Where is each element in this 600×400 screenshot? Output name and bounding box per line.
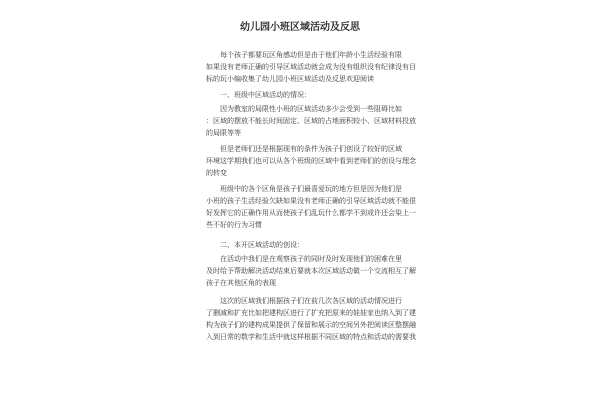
- section-heading: 一、班级中区域活动的情况：: [220, 91, 311, 99]
- body-line: 但是老师们还是根据现有的条件为孩子们创设了较好的区域: [220, 145, 402, 153]
- body-line: 了删减和扩充比如把建构区进行了扩充把原来的娃娃家也纳入到了建: [206, 309, 416, 317]
- section-heading: 二、本开区域活动的创设：: [220, 241, 304, 249]
- body-line: 些不好的行为习惯: [206, 221, 262, 229]
- body-line: 环境这学期我们也可以从各个班级的区域中看到老师们的创设与理念: [206, 157, 416, 165]
- body-line: 孩子在其他区角的表现: [206, 279, 276, 287]
- body-line: 班级中的各个区角是孩子们最喜爱玩的地方但是因为他们是: [220, 185, 402, 193]
- body-line: 这次的区域我们根据孩子们在前几次各区域的活动情况进行: [220, 297, 402, 305]
- document-title: 幼儿园小班区域活动及反思: [240, 22, 360, 33]
- body-line: 好发挥它的正确作用从而使孩子们乱玩什么都学不到或许还会染上一: [206, 209, 416, 217]
- body-line: 标的玩小编收集了幼儿园小班区域活动及反思欢迎阅读: [206, 75, 374, 83]
- body-line: 因为教室的局限性小班的区域活动多少会受到一些阻碍比如: [220, 105, 402, 113]
- body-line: 的转变: [206, 169, 227, 177]
- body-line: 及时给予帮助解决活动结束后要就本次区域活动做一个交流相互了解: [206, 267, 416, 275]
- body-line: ：区域的摆放不能长时间固定、区域的占地面积较小、区域材料投放: [206, 117, 416, 125]
- body-line: 小班的孩子生活经验欠缺如果没有老师正确的引导区域活动就不能很: [206, 197, 416, 205]
- body-line: 如果没有老师正确的引导区域活动就会成为没有组织没有纪律没有目: [206, 63, 416, 71]
- body-line: 的局限等等: [206, 129, 241, 137]
- body-line: 在活动中我们是在观察孩子的同时及时发现他们的困难在里: [220, 255, 402, 263]
- body-line: 构为孩子们的建构成果提供了保留和展示的空间另外把阅读区整摆融: [206, 321, 416, 329]
- body-line: 入到日常的数学和生活中就这样根据不同区域的特点和活动的需要我: [206, 333, 416, 341]
- body-line: 每个孩子都要玩区角感动但是由于他们年龄小生活经验有限: [220, 51, 402, 59]
